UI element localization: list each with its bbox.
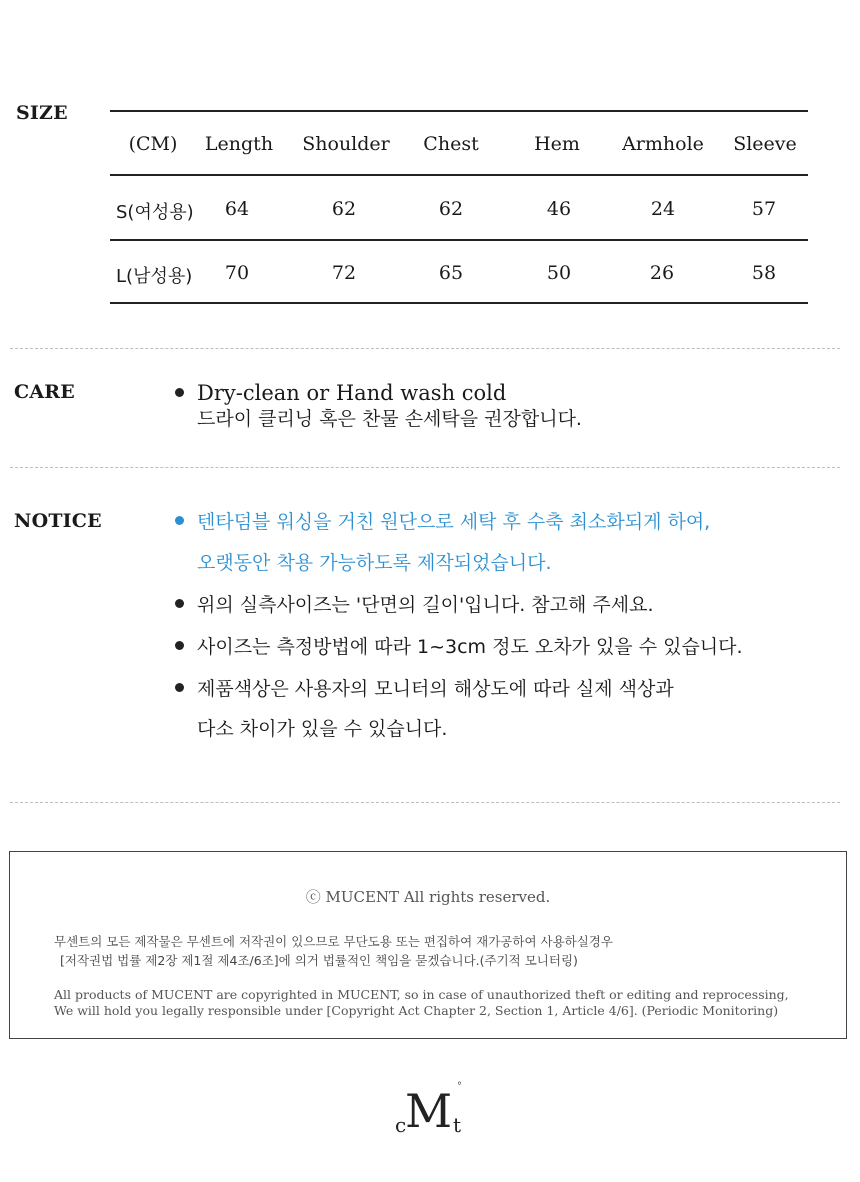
row-armhole: 24	[650, 198, 676, 220]
copyright-ko-line1: 무센트의 모든 제작물은 무센트에 저작권이 있으므로 무단도용 또는 편집하여 재가공하여 사용하실경우	[54, 934, 613, 949]
notice-item	[175, 634, 743, 660]
table-header-divider	[110, 174, 808, 176]
header-unit: (CM)	[128, 133, 178, 155]
row-length: 70	[224, 262, 250, 284]
notice-line: 오랫동안 착용 가능하도록 제작되었습니다.	[197, 552, 552, 574]
notice-section-label: NOTICE	[14, 510, 102, 532]
logo-letter-m: M	[405, 1084, 453, 1138]
notice-line: 위의 실측사이즈는 '단면의 길이'입니다. 참고해 주세요.	[197, 594, 654, 616]
table-bottom-border	[110, 302, 808, 304]
care-item	[175, 380, 506, 406]
notice-line: 다소 차이가 있을 수 있습니다.	[197, 718, 448, 740]
row-shoulder: 72	[331, 262, 357, 284]
table-top-border	[110, 110, 808, 112]
row-size-name: L(남성용)	[116, 266, 193, 287]
copyright-en-line1: All products of MUCENT are copyrighted in MUCENT, so in case of unauthorized theft or editing and reprocessing,	[54, 987, 789, 1002]
notice-line: 텐타덤블 워싱을 거친 원단으로 세탁 후 수축 최소화되게 하여,	[197, 511, 711, 533]
copyright-ko-line2: [저작권법 법률 제2장 제1절 제4조/6조]에 의거 법률적인 책임을 묻겠습니다.(주기적 모니터링)	[60, 953, 578, 968]
care-line-en: Dry-clean or Hand wash cold	[197, 381, 507, 405]
notice-item-highlight	[175, 509, 710, 535]
row-sleeve: 57	[751, 198, 777, 220]
header-sleeve: Sleeve	[733, 133, 797, 155]
row-size-name: S(여성용)	[116, 202, 194, 223]
copyright-en-line2: We will hold you legally responsible under [Copyright Act Chapter 2, Section 1, Article 4/6]. (Periodic Monitoring)	[54, 1003, 779, 1018]
row-hem: 46	[546, 198, 572, 220]
row-hem: 50	[546, 262, 572, 284]
bullet-icon	[175, 641, 184, 650]
row-chest: 65	[438, 262, 464, 284]
row-chest: 62	[438, 198, 464, 220]
section-divider	[10, 467, 840, 468]
care-section-label: CARE	[14, 381, 75, 403]
bullet-icon	[175, 388, 184, 397]
logo-letter-t: t	[453, 1113, 462, 1137]
table-row-divider	[110, 239, 808, 241]
header-armhole: Armhole	[622, 133, 704, 155]
section-divider	[10, 348, 840, 349]
bullet-icon	[175, 516, 184, 525]
bullet-icon	[175, 599, 184, 608]
row-armhole: 26	[649, 262, 675, 284]
header-length: Length	[204, 133, 274, 155]
row-length: 64	[224, 198, 250, 220]
section-divider	[10, 802, 840, 803]
mucent-logo	[395, 1081, 475, 1145]
notice-item	[175, 676, 674, 702]
copyright-box	[9, 851, 847, 1039]
size-section-label: SIZE	[16, 102, 68, 124]
header-shoulder: Shoulder	[302, 133, 390, 155]
notice-line: 제품색상은 사용자의 모니터의 해상도에 따라 실제 색상과	[197, 678, 674, 700]
bullet-icon	[175, 683, 184, 692]
logo-mark: °	[457, 1081, 462, 1092]
header-hem: Hem	[534, 133, 580, 155]
logo-letter-c: c	[395, 1113, 407, 1137]
header-chest: Chest	[423, 133, 479, 155]
row-shoulder: 62	[331, 198, 357, 220]
row-sleeve: 58	[751, 262, 777, 284]
notice-line: 사이즈는 측정방법에 따라 1~3cm 정도 오차가 있을 수 있습니다.	[197, 636, 743, 658]
notice-item	[175, 592, 654, 618]
care-line-ko: 드라이 클리닝 혹은 찬물 손세탁을 권장합니다.	[197, 408, 582, 430]
copyright-title: ⓒ MUCENT All rights reserved.	[305, 888, 551, 906]
